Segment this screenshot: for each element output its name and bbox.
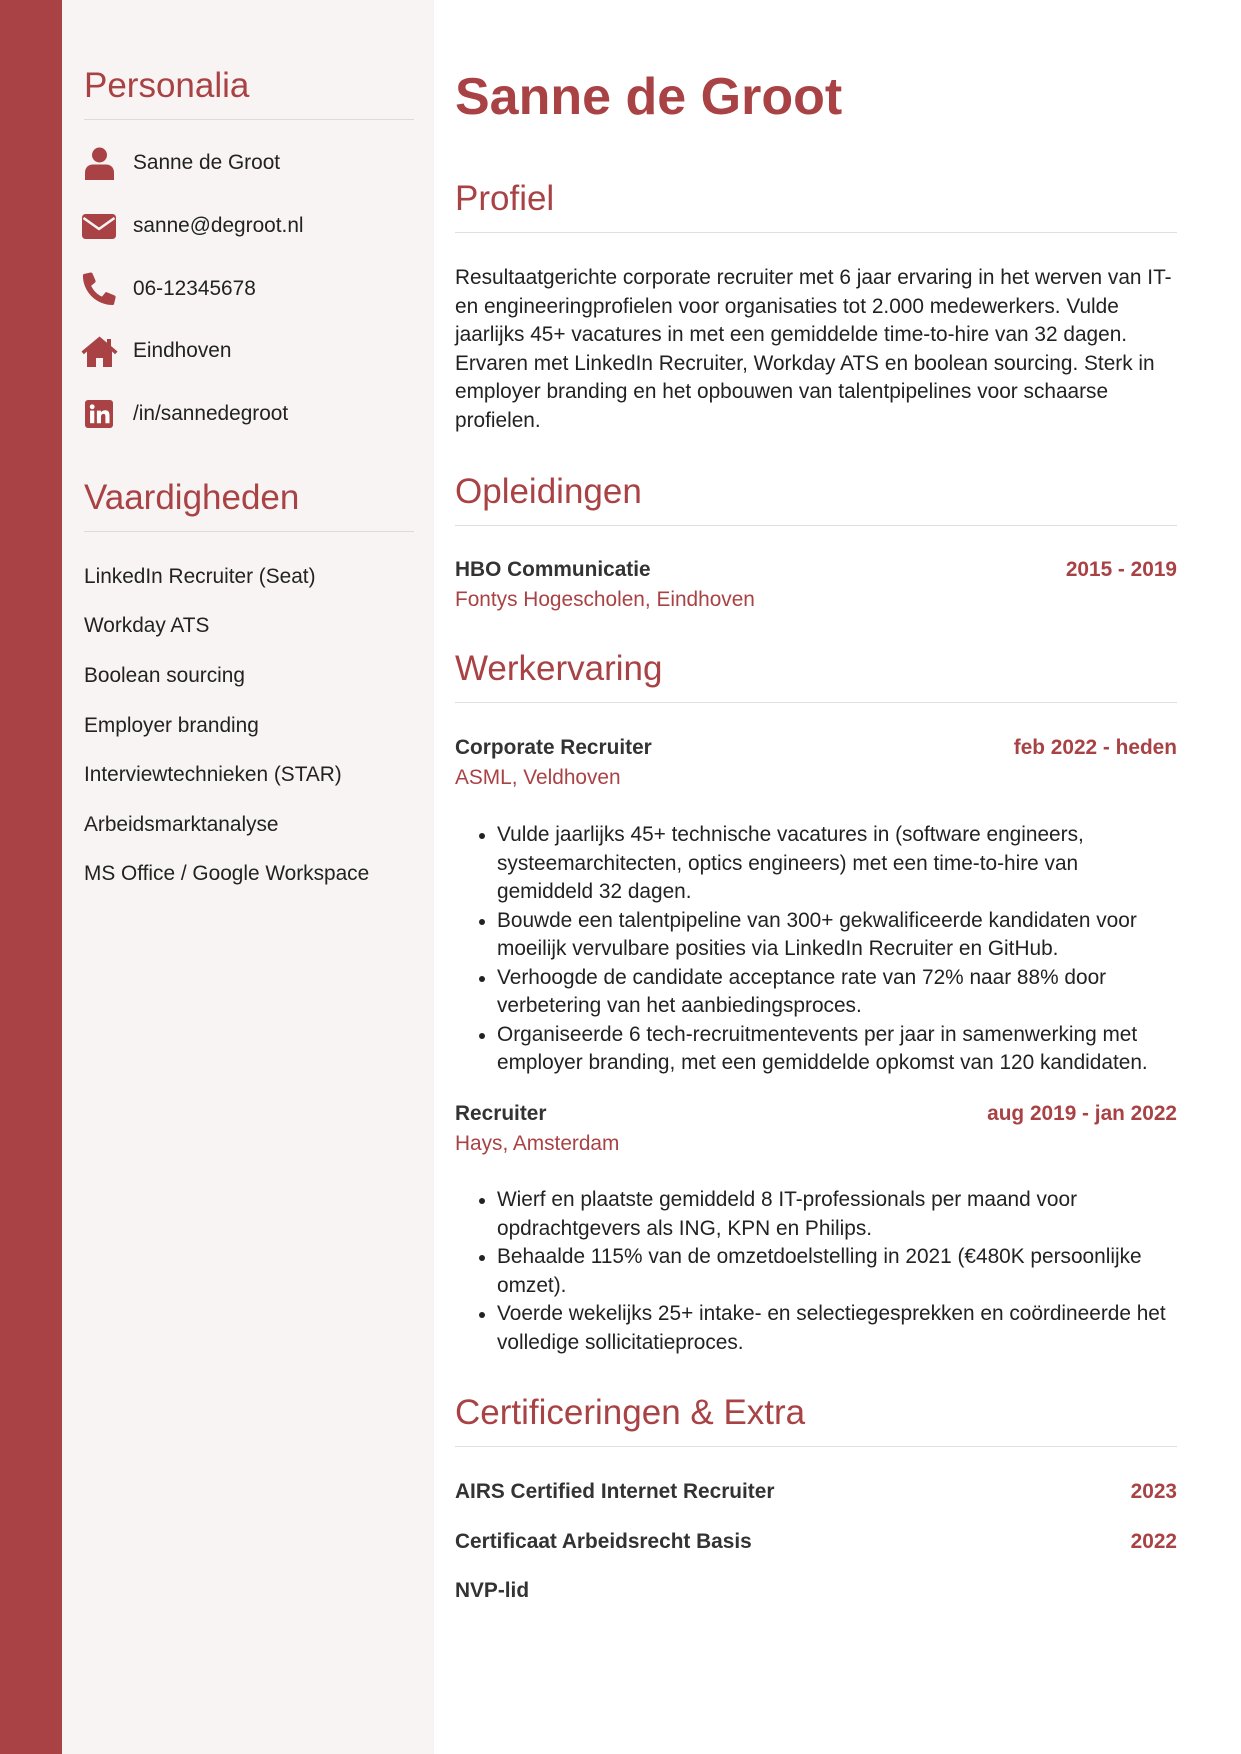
skill-item: LinkedIn Recruiter (Seat) xyxy=(84,564,316,588)
contact-linkedin[interactable] xyxy=(84,383,414,446)
home-icon xyxy=(84,333,114,369)
certification-item xyxy=(455,1577,1177,1606)
linkedin-icon xyxy=(84,396,114,432)
bullet-item: • Voerde wekelijks 25+ intake- en selectiegesprekken en coördineerde het volledige sollicitatieproces. xyxy=(497,1300,1177,1357)
job-company: Hays, Amsterdam xyxy=(455,1131,620,1155)
bullet-item: • Verhoogde de candidate acceptance rate van 72% naar 88% door verbetering van het aanbiedingsproces. xyxy=(497,964,1177,1021)
bullet-item: • Vulde jaarlijks 45+ technische vacatures in (software engineers, systeemarchitecten, optics engineers) met een time-to-hire van gemiddeld 32 dagen. xyxy=(497,821,1177,907)
contact-location-text: Eindhoven xyxy=(133,339,232,363)
skills-list xyxy=(84,552,414,899)
contact-phone-text: 06-12345678 xyxy=(133,276,256,300)
job-company: ASML, Veldhoven xyxy=(455,765,621,789)
contact-location xyxy=(84,320,414,383)
person-icon xyxy=(84,145,114,181)
job-item xyxy=(455,1100,1177,1158)
job-header xyxy=(455,734,1177,763)
job-period: feb 2022 - heden xyxy=(1013,736,1177,759)
candidate-name: Sanne de Groot xyxy=(455,68,843,126)
profile-text: Resultaatgerichte corporate recruiter met 6 jaar ervaring in het werven van IT- en engineeringprofielen voor organisaties tot 2.000 medewerkers. Vulde jaarlijks 45+ vacatures in met een gemiddelde time-to-hire van 32 dagen. Ervaren met LinkedIn Recruiter, Workday ATS en boolean sourcing. Sterk in employer branding en het opbouwen van talentpipelines voor schaarse profielen. xyxy=(455,266,1172,432)
certification-year: 2023 xyxy=(1130,1480,1177,1503)
contact-list xyxy=(84,132,414,445)
main-content xyxy=(455,0,1177,1606)
education-school: Fontys Hogescholen, Eindhoven xyxy=(455,587,755,611)
job-role: Recruiter xyxy=(455,1102,547,1125)
experience-heading: Werkervaring xyxy=(455,648,1177,703)
skill-item: Interviewtechnieken (STAR) xyxy=(84,763,342,787)
certification-name: Certificaat Arbeidsrecht Basis xyxy=(455,1529,752,1553)
bullet-item: • Organiseerde 6 tech-recruitmentevents per jaar in samenwerking met employer branding, met een gemiddelde opkomst van 120 kandidaten. xyxy=(497,1021,1177,1078)
job-period: aug 2019 - jan 2022 xyxy=(987,1102,1177,1125)
education-header xyxy=(455,556,1177,585)
job-bullets xyxy=(455,1186,1177,1357)
contact-phone xyxy=(84,257,414,320)
skill-item: Employer branding xyxy=(84,713,259,737)
certification-item xyxy=(455,1528,1177,1557)
skill-item: Arbeidsmarktanalyse xyxy=(84,812,279,836)
education-period: 2015 - 2019 xyxy=(1065,558,1177,581)
envelope-icon xyxy=(84,208,114,244)
job-item xyxy=(455,734,1177,792)
skills-heading: Vaardigheden xyxy=(84,477,414,532)
contact-name xyxy=(84,132,414,195)
education-item xyxy=(455,556,1177,614)
job-bullets xyxy=(455,821,1177,1078)
accent-bar xyxy=(0,0,62,1754)
contact-email[interactable] xyxy=(84,195,414,258)
skill-item: MS Office / Google Workspace xyxy=(84,862,370,886)
contact-name-text: Sanne de Groot xyxy=(133,151,281,175)
certifications-heading: Certificeringen & Extra xyxy=(455,1392,1177,1447)
certification-name: AIRS Certified Internet Recruiter xyxy=(455,1480,775,1503)
certification-item xyxy=(455,1478,1177,1507)
certification-name: NVP-lid xyxy=(455,1579,530,1602)
certification-year: 2022 xyxy=(1130,1529,1177,1553)
skill-item: Boolean sourcing xyxy=(84,663,245,687)
profile-heading: Profiel xyxy=(455,178,1177,233)
bullet-item: • Wierf en plaatste gemiddeld 8 IT-professionals per maand voor opdrachtgevers als ING, KPN en Philips. xyxy=(497,1186,1177,1243)
bullet-item: • Behaalde 115% van de omzetdoelstelling in 2021 (€480K persoonlijke omzet). xyxy=(497,1243,1177,1300)
education-degree: HBO Communicatie xyxy=(455,558,651,581)
contact-email-text[interactable]: sanne@degroot.nl xyxy=(133,214,304,238)
sidebar xyxy=(62,0,434,1754)
skill-item: Workday ATS xyxy=(84,614,210,638)
job-header xyxy=(455,1100,1177,1129)
contact-linkedin-text[interactable]: /in/sannedegroot xyxy=(133,402,289,426)
education-heading: Opleidingen xyxy=(455,471,1177,526)
bullet-item: • Bouwde een talentpipeline van 300+ gekwalificeerde kandidaten voor moeilijk vervulbare posities via LinkedIn Recruiter en GitHub. xyxy=(497,907,1177,964)
personalia-heading: Personalia xyxy=(84,65,414,120)
phone-icon xyxy=(84,271,114,307)
job-role: Corporate Recruiter xyxy=(455,736,652,759)
